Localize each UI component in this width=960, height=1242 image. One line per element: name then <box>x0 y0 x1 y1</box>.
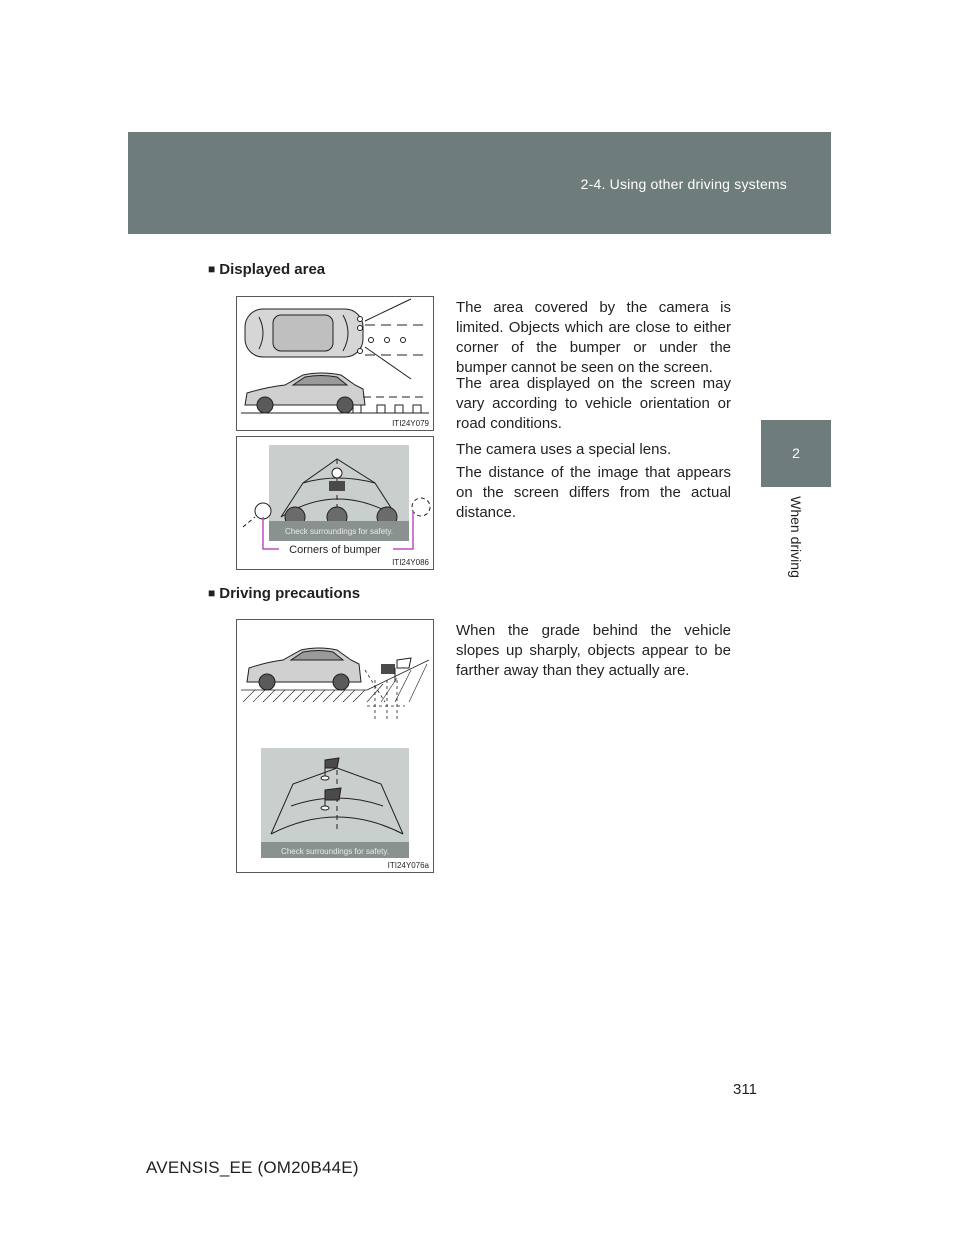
paragraph: The camera uses a special lens. <box>456 441 672 458</box>
header-band <box>128 132 831 234</box>
paragraph: The area displayed on the screen may vary according to vehicle orientation or road conditions. <box>456 375 731 432</box>
figure-code: ITI24Y079 <box>392 419 429 428</box>
heading-text: Driving precautions <box>219 585 361 602</box>
paragraph: The distance of the image that appears on the screen differs from the actual distance. <box>456 464 731 521</box>
paragraph: The area covered by the camera is limited. Objects which are close to either corner of the bumper or under the bumper cannot be seen on the screen. <box>456 299 731 376</box>
chapter-label: When driving <box>788 496 804 578</box>
slope-illustration <box>237 620 433 872</box>
square-bullet-icon: ■ <box>208 262 216 276</box>
figure-bumper-corners <box>236 436 434 570</box>
figure-code: ITI24Y076a <box>387 861 429 870</box>
page-number: 311 <box>733 1081 757 1098</box>
paragraph: When the grade behind the vehicle slopes up sharply, objects appear to be farther away than they actually are. <box>456 622 731 679</box>
figure-code: ITI24Y086 <box>392 558 429 567</box>
screen-message: Check surroundings for safety. <box>285 527 393 536</box>
heading-text: Displayed area <box>219 261 326 278</box>
camera-screen-illustration <box>237 437 433 569</box>
footer-model-code: AVENSIS_EE (OM20B44E) <box>146 1158 359 1177</box>
section-heading-driving-precautions <box>208 585 360 602</box>
screen-message: Check surroundings for safety. <box>281 847 389 856</box>
figure-camera-coverage <box>236 296 434 431</box>
callout-label: Corners of bumper <box>289 544 381 556</box>
camera-coverage-illustration <box>237 297 433 430</box>
chapter-tab: 2 <box>761 420 831 487</box>
square-bullet-icon: ■ <box>208 586 216 600</box>
section-title: 2-4. Using other driving systems <box>580 176 787 192</box>
figure-slope <box>236 619 434 873</box>
section-heading-displayed-area <box>208 261 325 278</box>
